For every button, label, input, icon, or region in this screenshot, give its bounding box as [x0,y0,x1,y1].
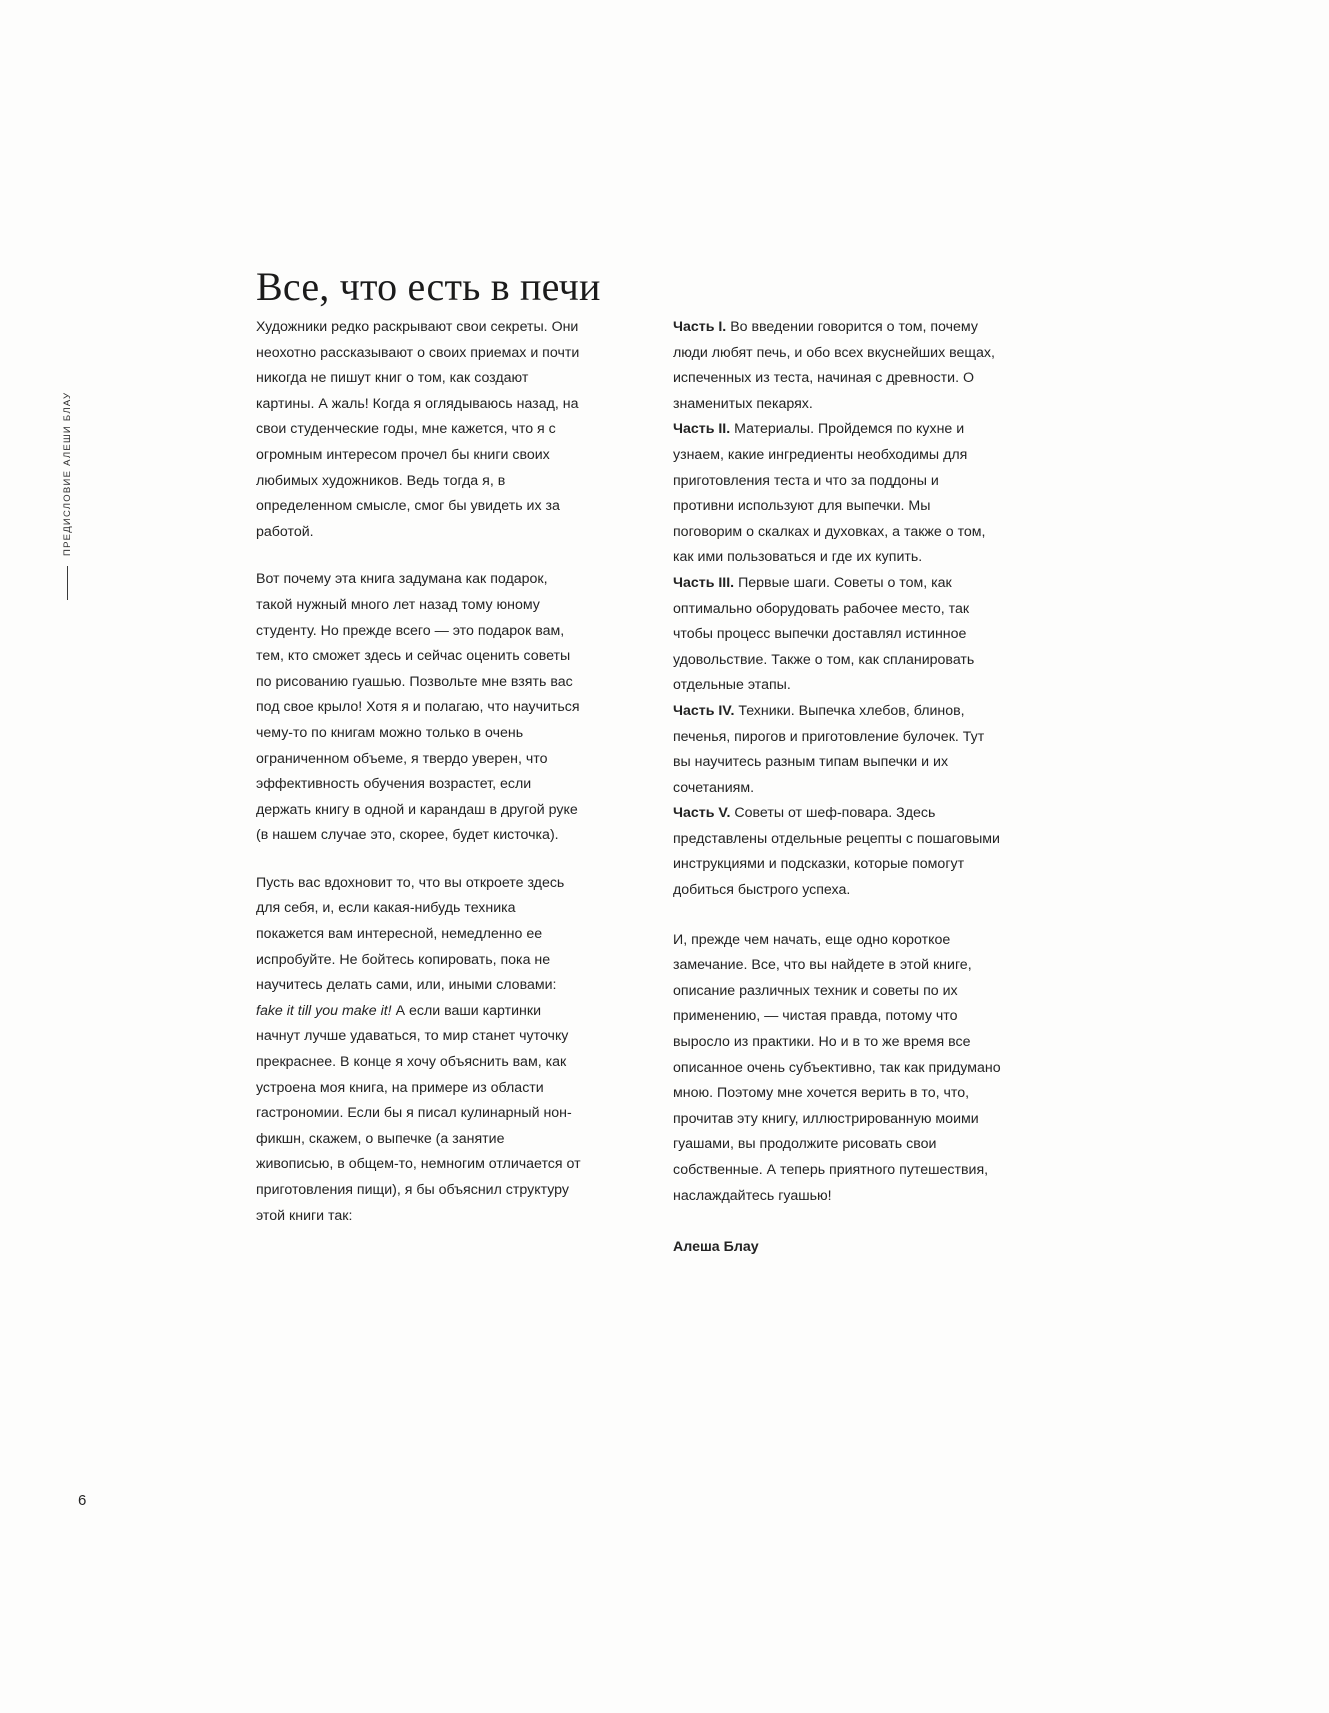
part-entry [673,315,1001,417]
part-text: Материалы. Пройдемся по кухне и узнаем, какие ингредиенты необходимы для приготовления теста и что за поддоны и противни используют для выпечки. Мы поговорим о скалках и духовках, а также о том, как ими пользоваться и где их купить. [673,421,986,566]
italic-phrase: fake it till you make it! [256,1002,392,1019]
part-label: Часть V. [673,805,731,822]
part-entry [673,801,1001,903]
part-label: Часть IV. [673,702,735,719]
paragraph-text-after: А если ваши картинки начнут лучше удаваться, то мир станет чуточку прекраснее. В конце я хочу объяснить вам, как устроена моя книга, на примере из области гастрономии. Если бы я писал кулинарный нон-фикшн, скажем, о выпечке (а занятие живописью, в общем-то, немногим отличается от приготовления пищи), я бы объяснил структуру этой книги так: [256,1002,581,1224]
part-text: Техники. Выпечка хлебов, блинов, печенья, пирогов и приготовление булочек. Тут вы научитесь разным типам выпечки и их сочетаниям. [673,702,985,796]
part-entry [673,699,1001,801]
part-entry [673,417,1001,571]
part-text: Первые шаги. Советы о том, как оптимально оборудовать рабочее место, так чтобы процесс выпечки доставлял истинное удовольствие. Также о том, как спланировать отдельные этапы. [673,574,975,694]
part-text: Во введении говорится о том, почему люди любят печь, и обо всех вкуснейших вещах, испеченных из теста, начиная с древности. О знаменитых пекарях. [673,319,995,412]
left-column [256,315,584,1261]
closing-paragraph: И, прежде чем начать, еще одно короткое замечание. Все, что вы найдете в этой книге, описание различных техник и советы по их применению, — чистая правда, потому что выросло из практики. Но и в то же время все описанное очень субъективно, так как придумано мною. Поэтому мне хочется верить в то, что, прочитав эту книгу, иллюстрированную моими гуашами, вы продолжите рисовать свои собственные. А теперь приятного путешествия, наслаждайтесь гуашью! [673,931,1001,1204]
paragraph: Художники редко раскрывают свои секреты. Они неохотно рассказывают о своих приемах и почти никогда не пишут книг о том, как создают картины. А жаль! Когда я оглядываюсь назад, на свои студенческие годы, мне кажется, что я с огромным интересом прочел бы книги своих любимых художников. Ведь тогда я, в определенном смысле, смог бы увидеть их за работой. [256,319,580,540]
body-columns [256,315,1001,1261]
running-head-label: ПРЕДИСЛОВИЕ АЛЕШИ БЛАУ [62,391,73,556]
right-column [673,315,1001,1261]
paragraph: Вот почему эта книга задумана как подарок, такой нужный много лет назад тому юному студенту. Но прежде всего — это подарок вам, тем, кто сможет здесь и сейчас оценить советы по рисованию гуашью. Позвольте мне взять вас под свое крыло! Хотя я и полагаю, что научиться чему-то по книгам можно только в очень ограниченном объеме, я твердо уверен, что эффективность обучения возрастет, если держать книгу в одной и карандаш в другой руке (в нашем случае это, скорее, будет кисточка). [256,571,580,844]
part-text: Советы от шеф-повара. Здесь представлены отдельные рецепты с пошаговыми инструкциями и подсказки, которые помогут добиться быстрого успеха. [673,805,1000,899]
running-head [62,360,73,600]
paragraph-with-italic [256,871,584,1229]
page-title: Все, что есть в печи [256,263,601,309]
running-head-rule [67,566,68,600]
part-label: Часть II. [673,421,731,438]
paragraph-text-before: Пусть вас вдохновит то, что вы откроете здесь для себя, и, если какая-нибудь техника покажется вам интересной, немедленно ее испробуйте. Не бойтесь копировать, пока не научитесь делать сами, или, иными словами: [256,874,565,994]
page-number: 6 [78,1492,87,1509]
part-label: Часть I. [673,319,727,335]
author-signature: Алеша Блау [673,1239,759,1256]
part-entry [673,571,1001,699]
part-label: Часть III. [673,574,735,591]
